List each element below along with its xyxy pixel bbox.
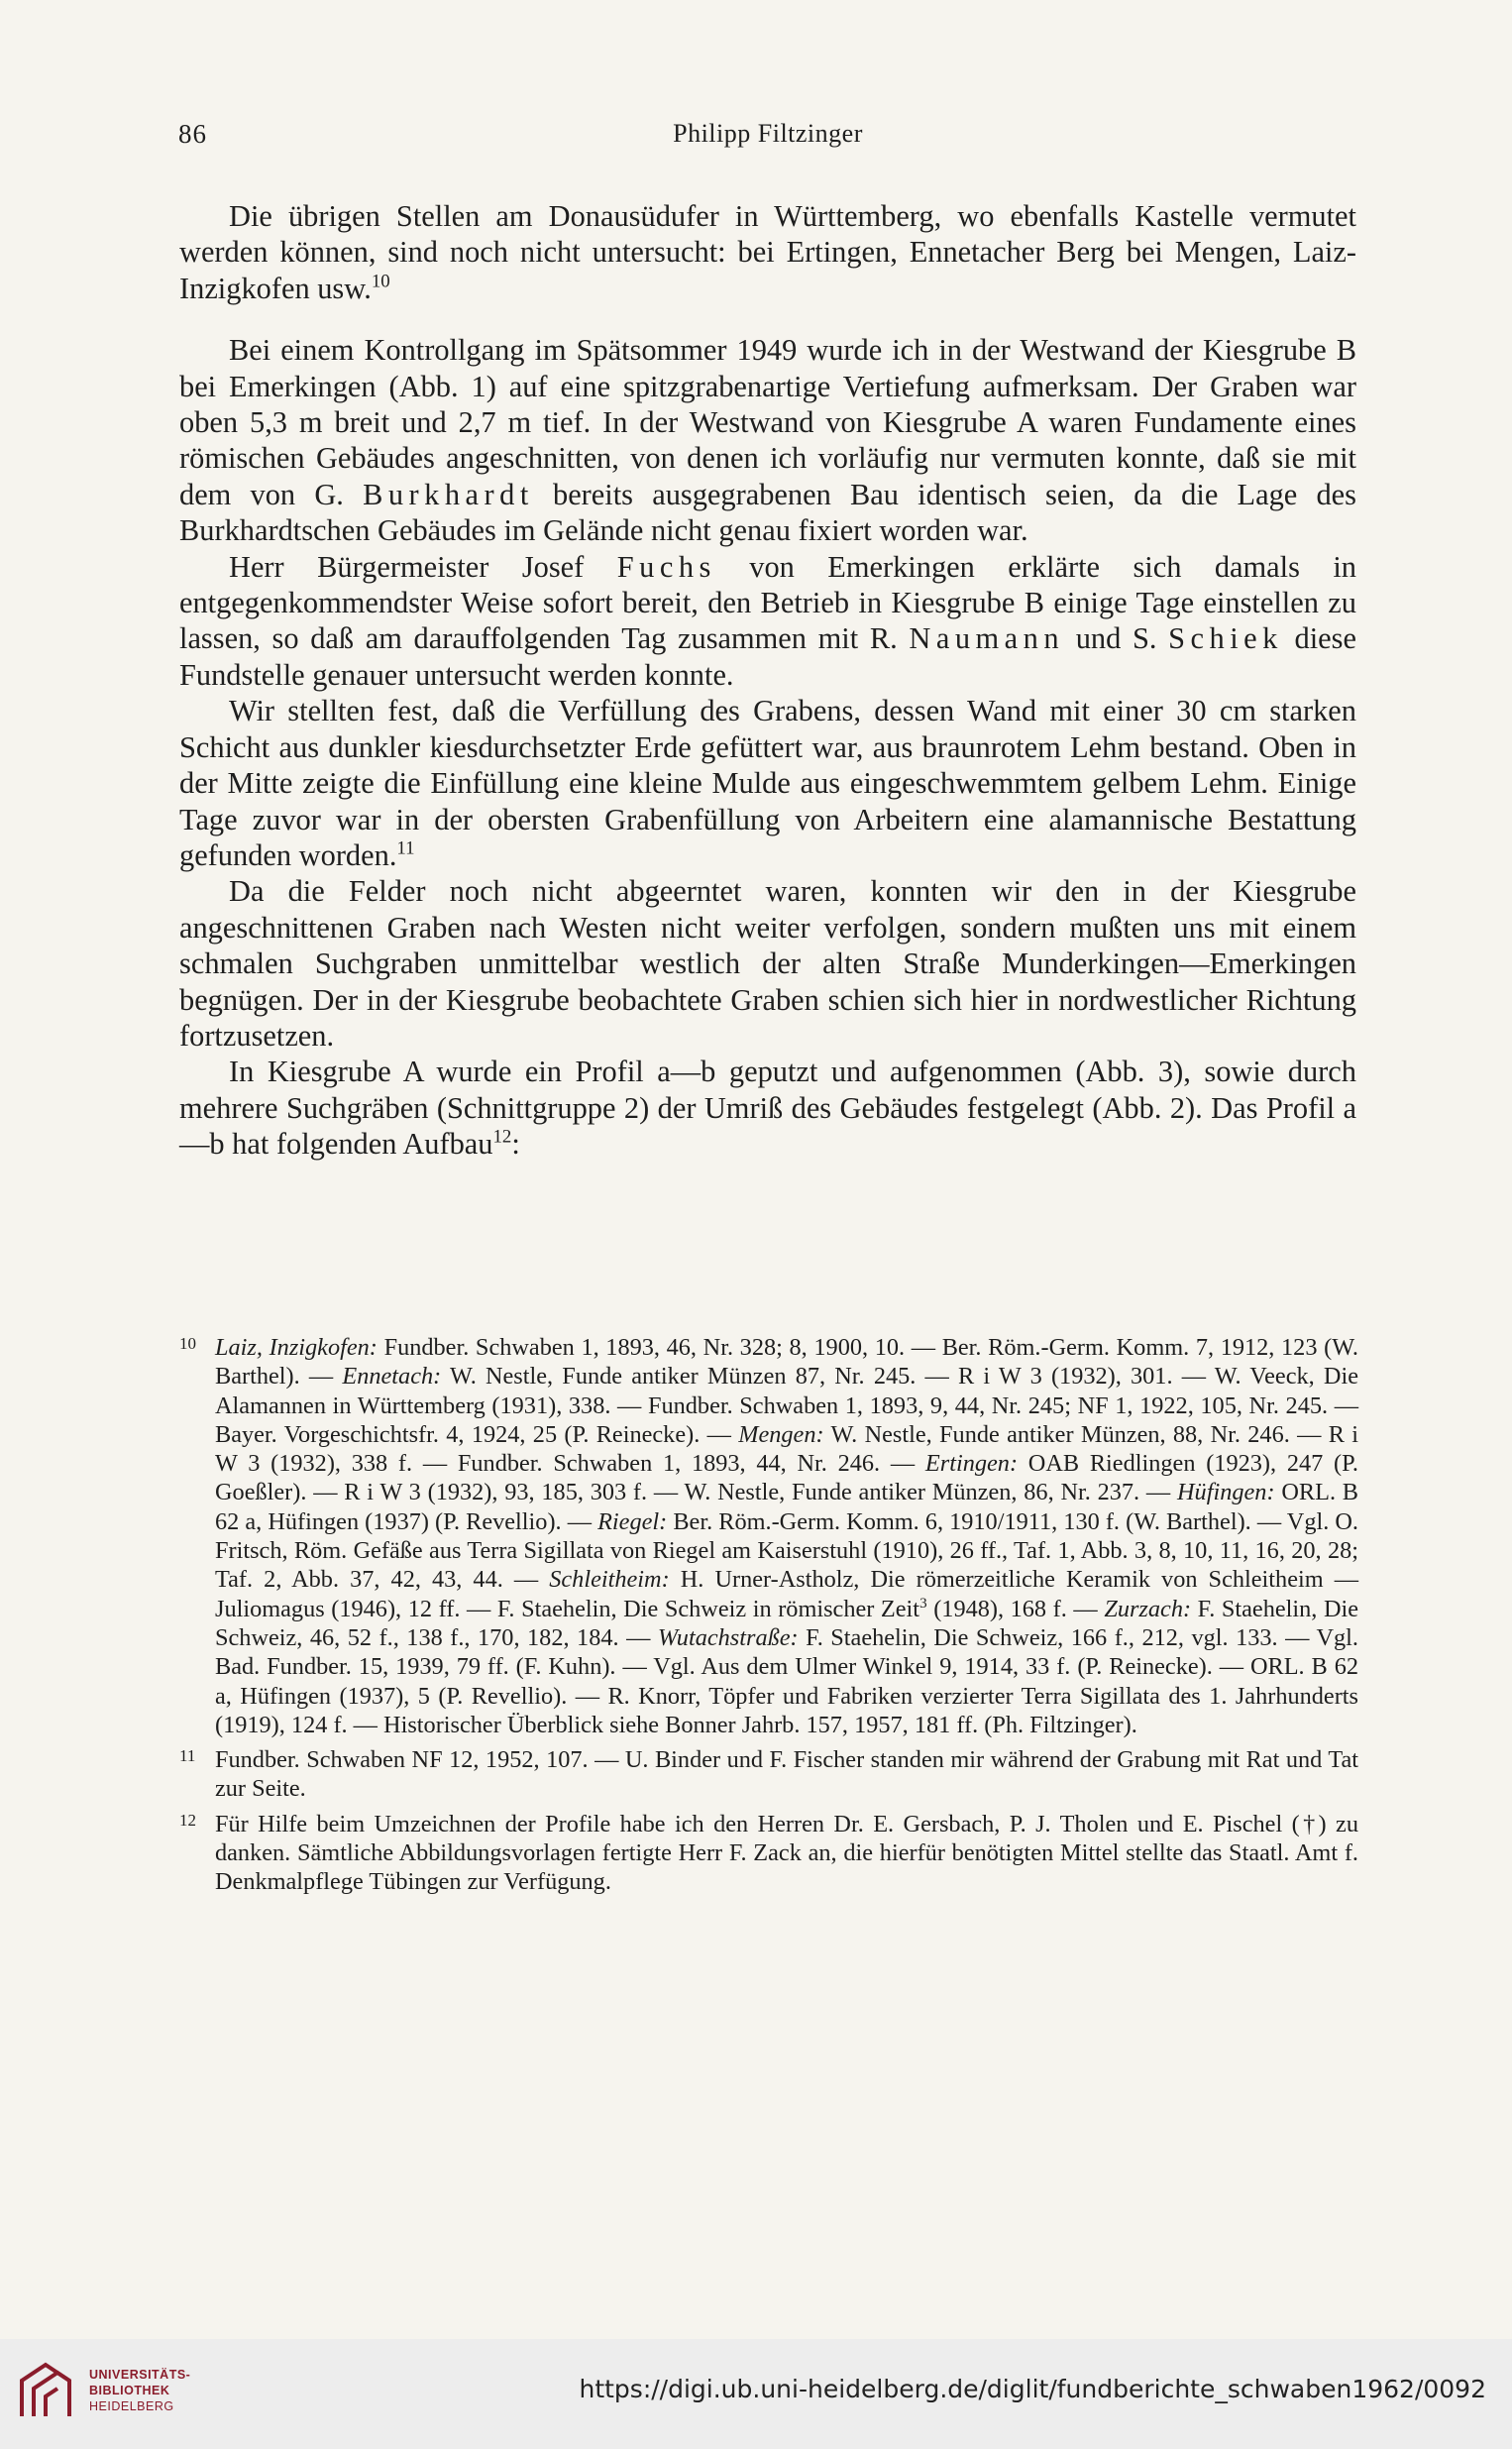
footnote-11 [179,1745,1358,1804]
footnote-text: OAB Riedlingen (1923), 247 (P. Goeßler). — R i W 3 (1932), 93, 185, 303 f. — W. Nestle, Funde antiker Münzen, 86, Nr. 237. — [215,1450,1358,1506]
place-name: Hüfingen: [1177,1479,1275,1506]
library-logo-icon [16,2359,75,2422]
footnote-10 [179,1333,1358,1739]
place-name: Zurzach: [1104,1595,1192,1622]
person-fuchs: Fuchs [616,549,716,584]
place-name: Schleitheim: [549,1566,670,1594]
place-name: Laiz, Inzigkofen: [215,1334,378,1361]
footnote-text: F. Staehelin, Die Schweiz, 46, 52 f., 138 f., 170, 182, 184. — [215,1595,1359,1651]
paragraph-3-text-c: und S. [1075,621,1157,656]
paragraph-6-text: In Kiesgrube A wurde ein Profil a—b geputzt und aufgenommen (Abb. 3), sowie durch mehrere Suchgräben (Schnittgruppe 2) der Umriß des Gebäudes festgelegt (Abb. 2). Das Profil a—b hat folgenden Aufbau [179,1055,1356,1162]
person-naumann: Naumann [909,621,1065,656]
edition-superscript: 3 [919,1595,927,1612]
footnote-text: W. Nestle, Funde antiker Münzen, 88, Nr. 246. — R i W 3 (1932), 338 f. — Fundber. Schwaben 1, 1893, 44, Nr. 246. — [215,1420,1358,1478]
paragraph-5 [179,873,1356,1054]
place-name: Riegel: [597,1507,668,1535]
footnote-text: (1948), 168 f. — [933,1595,1098,1622]
page-header [178,119,1357,159]
footnote-mark-12: 12 [179,1810,196,1830]
paragraph-3 [179,549,1356,694]
library-name [89,2367,190,2414]
library-name-line-1: UNIVERSITÄTS- [89,2368,191,2382]
paragraph-1 [179,198,1356,306]
footnote-ref-12: 12 [492,1126,512,1148]
footnote-12 [179,1810,1358,1897]
paragraph-6 [179,1054,1356,1162]
paragraph-4 [179,693,1356,873]
source-url-link[interactable]: https://digi.ub.uni-heidelberg.de/diglit/fundberichte_schwaben1962/0092 [579,2375,1486,2403]
library-name-line-3: HEIDELBERG [89,2399,174,2413]
paragraph-6-end: : [511,1127,520,1162]
footnote-text: Fundber. Schwaben 1, 1893, 46, Nr. 328; 8, 1900, 10. — Ber. Röm.-Germ. Komm. 7, 1912, 123 (W. Barthel). — [215,1334,1358,1391]
footnote-text: Fundber. Schwaben NF 12, 1952, 107. — U. Binder und F. Fischer standen mir während der Grabung mit Rat und Tat zur Seite. [215,1746,1358,1803]
place-name: Wutachstraße: [657,1623,799,1651]
footnote-text: ORL. B 62 a, Hüfingen (1937) (P. Revellio). — [215,1479,1359,1535]
footnote-mark-10: 10 [179,1334,196,1353]
paragraph-1-text: Die übrigen Stellen am Donausüdufer in Württemberg, wo ebenfalls Kastelle vermutet werden können, sind noch nicht untersucht: bei Ertingen, Ennetacher Berg bei Mengen, Laiz-Inzigkofen usw. [179,199,1356,305]
page-number: 86 [178,119,207,149]
place-name: Ennetach: [342,1363,442,1391]
footnotes [179,1333,1358,1903]
person-burkhardt: Burkhardt [363,477,534,511]
paragraph-3-text-a: Herr Bürgermeister Josef [229,549,585,584]
library-name-line-2: BIBLIOTHEK [89,2384,170,2397]
paragraph-2-text-a: Bei einem Kontrollgang im Spätsommer 1949 wurde ich in der Westwand der Kiesgrube B bei Emerkingen (Abb. 1) auf eine spitzgrabenartige Vertiefung aufmerksam. Der Graben war oben 5,3 m breit und 2,7 m tief. In der Westwand von Kiesgrube A waren Fundamente eines römischen Gebäudes angeschnitten, von denen ich vorläufig nur vermuten konnte, daß sie mit dem von G. [179,333,1356,511]
paragraph-2-text-b: bereits ausgegrabenen Bau identisch seien, da die Lage des Burkhardtschen Gebäudes im Gelände nicht genau fixiert worden war. [179,477,1356,548]
footnote-text: H. Urner-Astholz, Die römerzeitliche Keramik von Schleitheim — Juliomagus (1946), 12 ff. — F. Staehelin, Die Schweiz in römischer Zeit [215,1566,1358,1622]
footnote-ref-11: 11 [396,837,415,859]
person-schiek: Schiek [1168,621,1283,656]
running-head: Philipp Filtzinger [673,119,863,148]
paragraph-3-text-d: diese Fundstelle genauer untersucht werden konnte. [179,621,1356,692]
footnote-text: F. Staehelin, Die Schweiz, 166 f., 212, vgl. 133. — Vgl. Bad. Fundber. 15, 1939, 79 ff. (F. Kuhn). — Vgl. Aus dem Ulmer Winkel 9, 1914, 33 f. (P. Reinecke). — ORL. B 62 a, Hüfingen (1937), 5 (P. Revellio). — R. Knorr, Töpfer und Fabriken verzierter Terra Sigillata des 1. Jahrhunderts (1919), 124 f. — Historischer Überblick siehe Bonner Jahrb. 157, 1957, 181 ff. (Ph. Filtzinger). [215,1623,1359,1738]
footnote-text: Ber. Röm.-Germ. Komm. 6, 1910/1911, 130 f. (W. Barthel). — Vgl. O. Fritsch, Röm. Gefäße aus Terra Sigillata von Riegel am Kaiserstuhl (1910), 26 ff., Taf. 1, Abb. 3, 8, 10, 11, 16, 20, 28; Taf. 2, Abb. 37, 42, 43, 44. — [215,1507,1358,1594]
paragraph-2 [179,332,1356,548]
paragraph-3-text-b: von Emerkingen erklärte sich damals in entgegenkommendster Weise sofort bereit, den Betrieb in Kiesgrube B einige Tage einstellen zu lassen, so daß am darauffolgenden Tag zusammen mit R. [179,549,1356,656]
paragraph-4-text: Wir stellten fest, daß die Verfüllung des Grabens, dessen Wand mit einer 30 cm starken Schicht aus dunkler kiesdurchsetzter Erde gefüttert war, aus braunrotem Lehm bestand. Oben in der Mitte zeigte die Einfüllung eine kleine Mulde aus eingeschwemmtem gelbem Lehm. Einige Tage zuvor war in der obersten Grabenfüllung von Arbeitern eine alamannische Bestattung gefunden worden. [179,694,1356,872]
footnote-text: W. Nestle, Funde antiker Münzen 87, Nr. 245. — R i W 3 (1932), 301. — W. Veeck, Die Alamannen in Württemberg (1931), 338. — Fundber. Schwaben 1, 1893, 9, 44, Nr. 245; NF 1, 1922, 105, Nr. 245. — Bayer. Vorgeschichtsfr. 4, 1924, 25 (P. Reinecke). — [215,1363,1358,1448]
footnote-mark-11: 11 [179,1746,196,1766]
paragraph-5-text: Da die Felder noch nicht abgeerntet waren, konnten wir den in der Kiesgrube angeschnittenen Graben nach Westen nicht weiter verfolgen, sondern mußten uns mit einem schmalen Suchgraben unmittelbar westlich der alten Straße Munderkingen—Emerkingen begnügen. Der in der Kiesgrube beobachtete Graben schien sich hier in nordwestlicher Richtung fortzusetzen. [179,874,1356,1053]
body-text [179,198,1356,1163]
place-name: Mengen: [738,1420,824,1448]
library-footer [0,2339,1512,2449]
footnote-ref-10: 10 [371,271,390,292]
place-name: Ertingen: [924,1450,1019,1478]
footnote-text: Für Hilfe beim Umzeichnen der Profile habe ich den Herren Dr. E. Gersbach, P. J. Tholen und E. Pischel (†) zu danken. Sämtliche Abbildungsvorlagen fertigte Herr F. Zack an, die hierfür benötigten Mittel stellte das Staatl. Amt f. Denkmalpflege Tübingen zur Verfügung. [215,1810,1358,1896]
